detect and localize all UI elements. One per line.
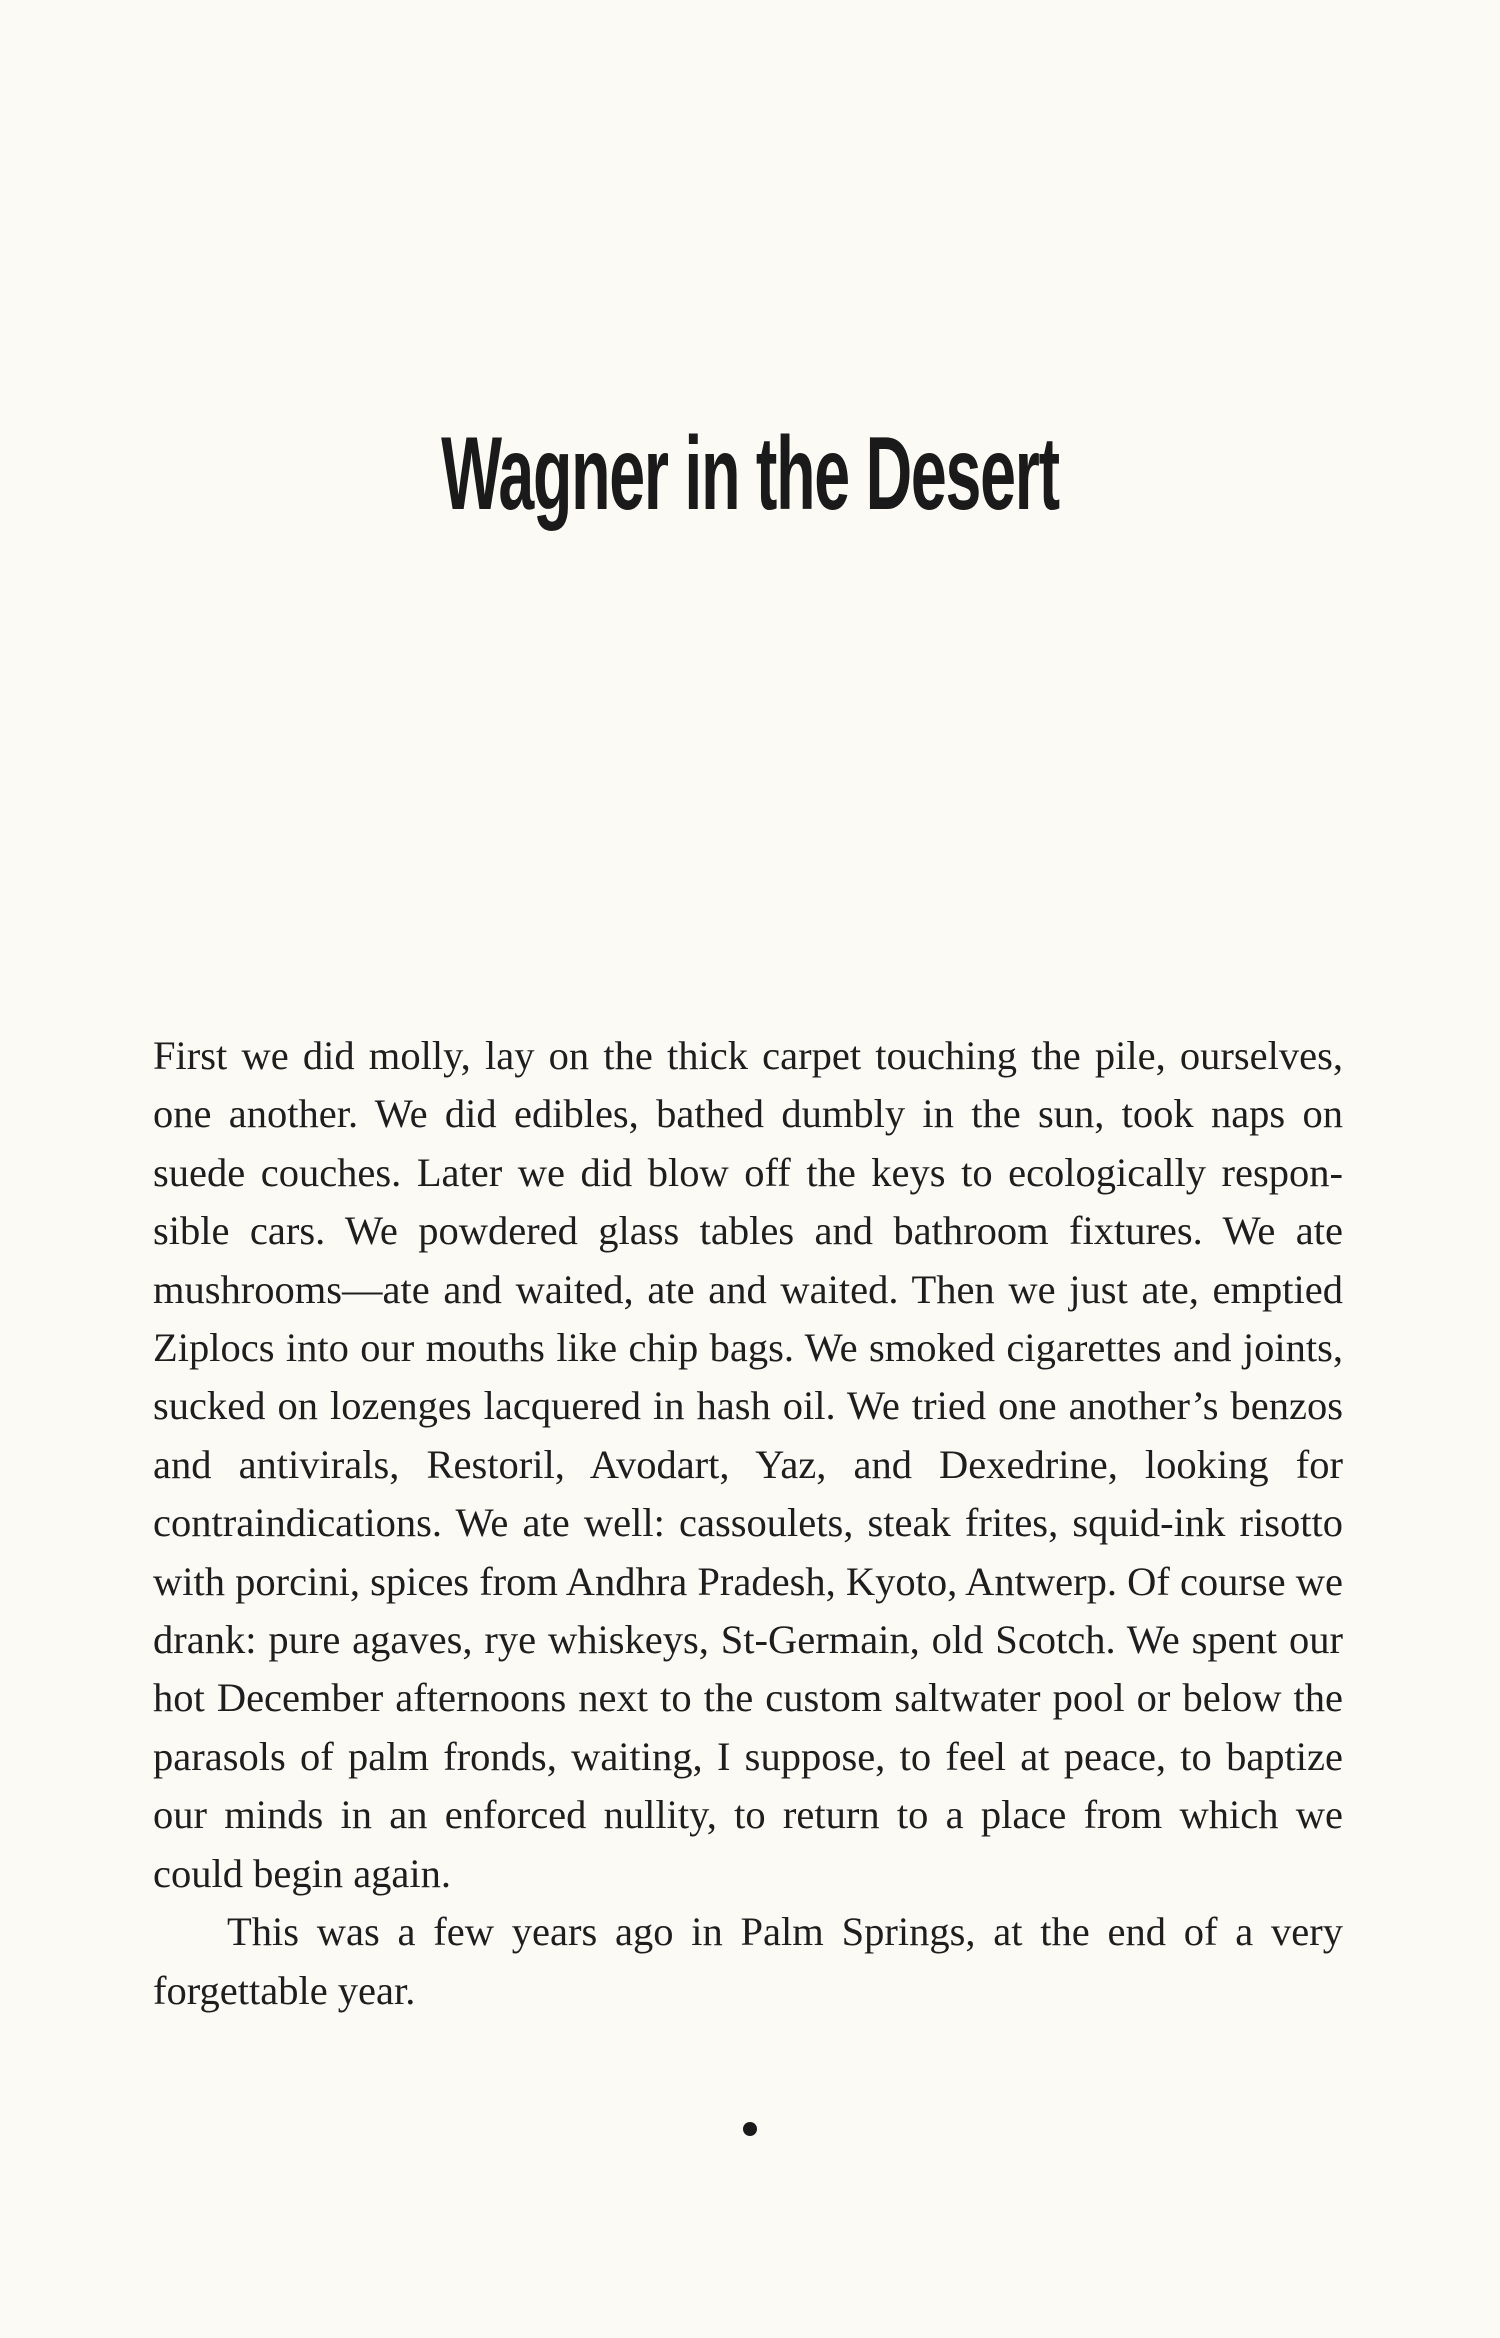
section-break-bullet-icon [743, 2122, 757, 2136]
chapter-title: Wagner in the Desert [441, 415, 1059, 532]
chapter-body [153, 1027, 1343, 2020]
paragraph-2: This was a few years ago in Palm Springs, at the end of a very forgettable year. [153, 1909, 1343, 2013]
paragraph-1: First we did molly, lay on the thick carpet touching the pile, ourselves, one another. We did edibles, bathed dumbly in the sun, took naps on suede couches. Later we did blow off the keys to ecologically responsible cars. We powdered glass tables and bathroom fixtures. We ate mushrooms—ate and waited, ate and waited. Then we just ate, emptied Ziplocs into our mouths like chip bags. We smoked cigarettes and joints, sucked on lozenges lacquered in hash oil. We tried one another’s benzos and antivirals, Restoril, Avodart, Yaz, and Dexedrine, looking for contraindications. We ate well: cassoulets, steak frites, squid-ink risotto with porcini, spices from Andhra Pradesh, Kyoto, Antwerp. Of course we drank: pure agaves, rye whiskeys, St-Germain, old Scotch. We spent our hot December afternoons next to the custom saltwater pool or below the parasols of palm fronds, waiting, I suppose, to feel at peace, to baptize our minds in an enforced nullity, to return to a place from which we could begin again. [153, 1033, 1344, 1896]
